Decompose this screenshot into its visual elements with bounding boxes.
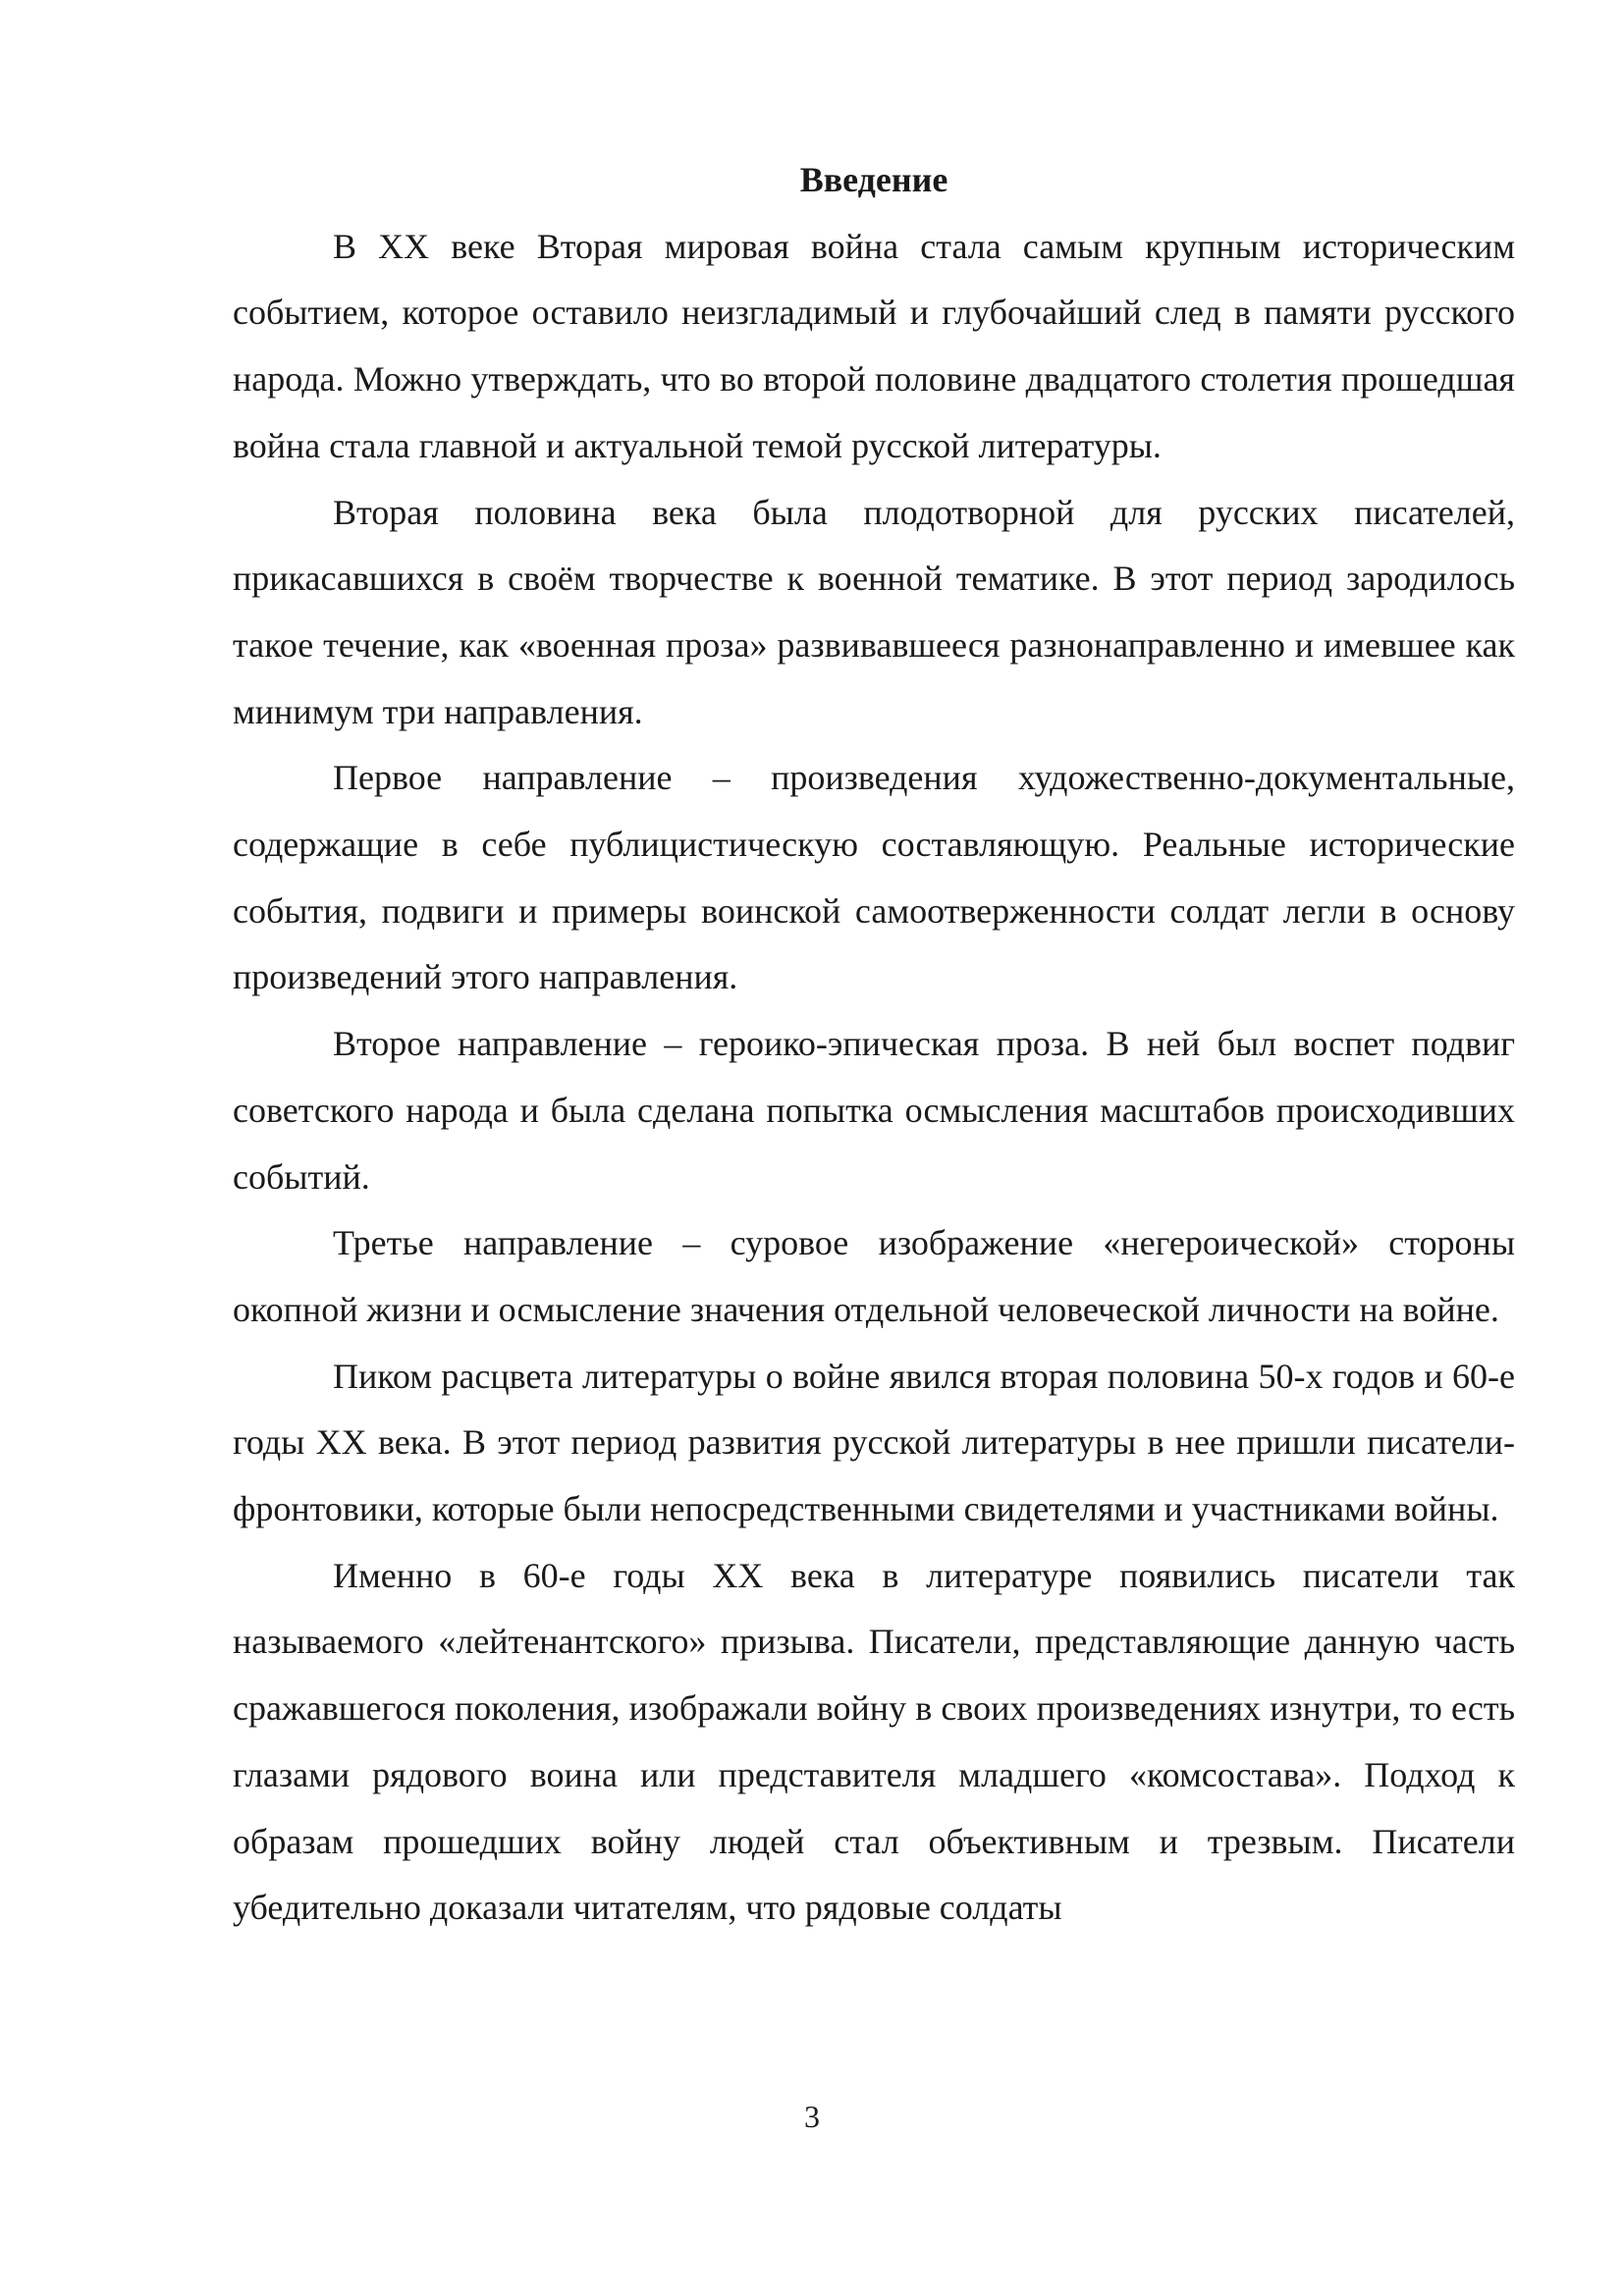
page-number: 3 (804, 2099, 820, 2134)
paragraph-6: Пиком расцвета литературы о войне явился вторая половина 50-х годов и 60-е годы XX века. В этот период развития русской литературы в нее пришли писатели-фронтовики, которые были непосредственными свидетелями и участниками войны. (233, 1356, 1515, 1529)
paragraph-7: Именно в 60-е годы XX века в литературе появились писатели так называемого «лейтенантского» призыва. Писатели, представляющие данную часть сражавшегося поколения, изображали войну в своих произведениях изнутри, то есть глазами рядового воина или представителя младшего «комсостава». Подход к образам прошедших войну людей стал объективным и трезвым. Писатели убедительно доказали читателям, что рядовые солдаты (233, 1555, 1515, 1928)
paragraph-3: Первое направление – произведения художественно-документальные, содержащие в себе публицистическую составляющую. Реальные исторические события, подвиги и примеры воинской самоотверженности солдат легли в основу произведений этого направления. (233, 758, 1515, 997)
paragraph-1: В XX веке Вторая мировая война стала самым крупным историческим событием, которое оставило неизгладимый и глубочайший след в памяти русского народа. Можно утверждать, что во второй половине двадцатого столетия прошедшая война стала главной и актуальной темой русской литературы. (233, 226, 1515, 465)
paragraph-5: Третье направление – суровое изображение «негероической» стороны окопной жизни и осмысление значения отдельной человеческой личности на войне. (233, 1223, 1515, 1329)
paragraph-2: Вторая половина века была плодотворной для русских писателей, прикасавшихся в своём творчестве к военной тематике. В этот период зародилось такое течение, как «военная проза» развивавшееся разнонаправленно и имевшее как минимум три направления. (233, 492, 1515, 731)
section-title: Введение (799, 160, 948, 199)
page-content (233, 147, 1515, 1942)
paragraph-4: Второе направление – героико-эпическая проза. В ней был воспет подвиг советского народа и была сделана попытка осмысления масштабов происходивших событий. (233, 1024, 1515, 1197)
